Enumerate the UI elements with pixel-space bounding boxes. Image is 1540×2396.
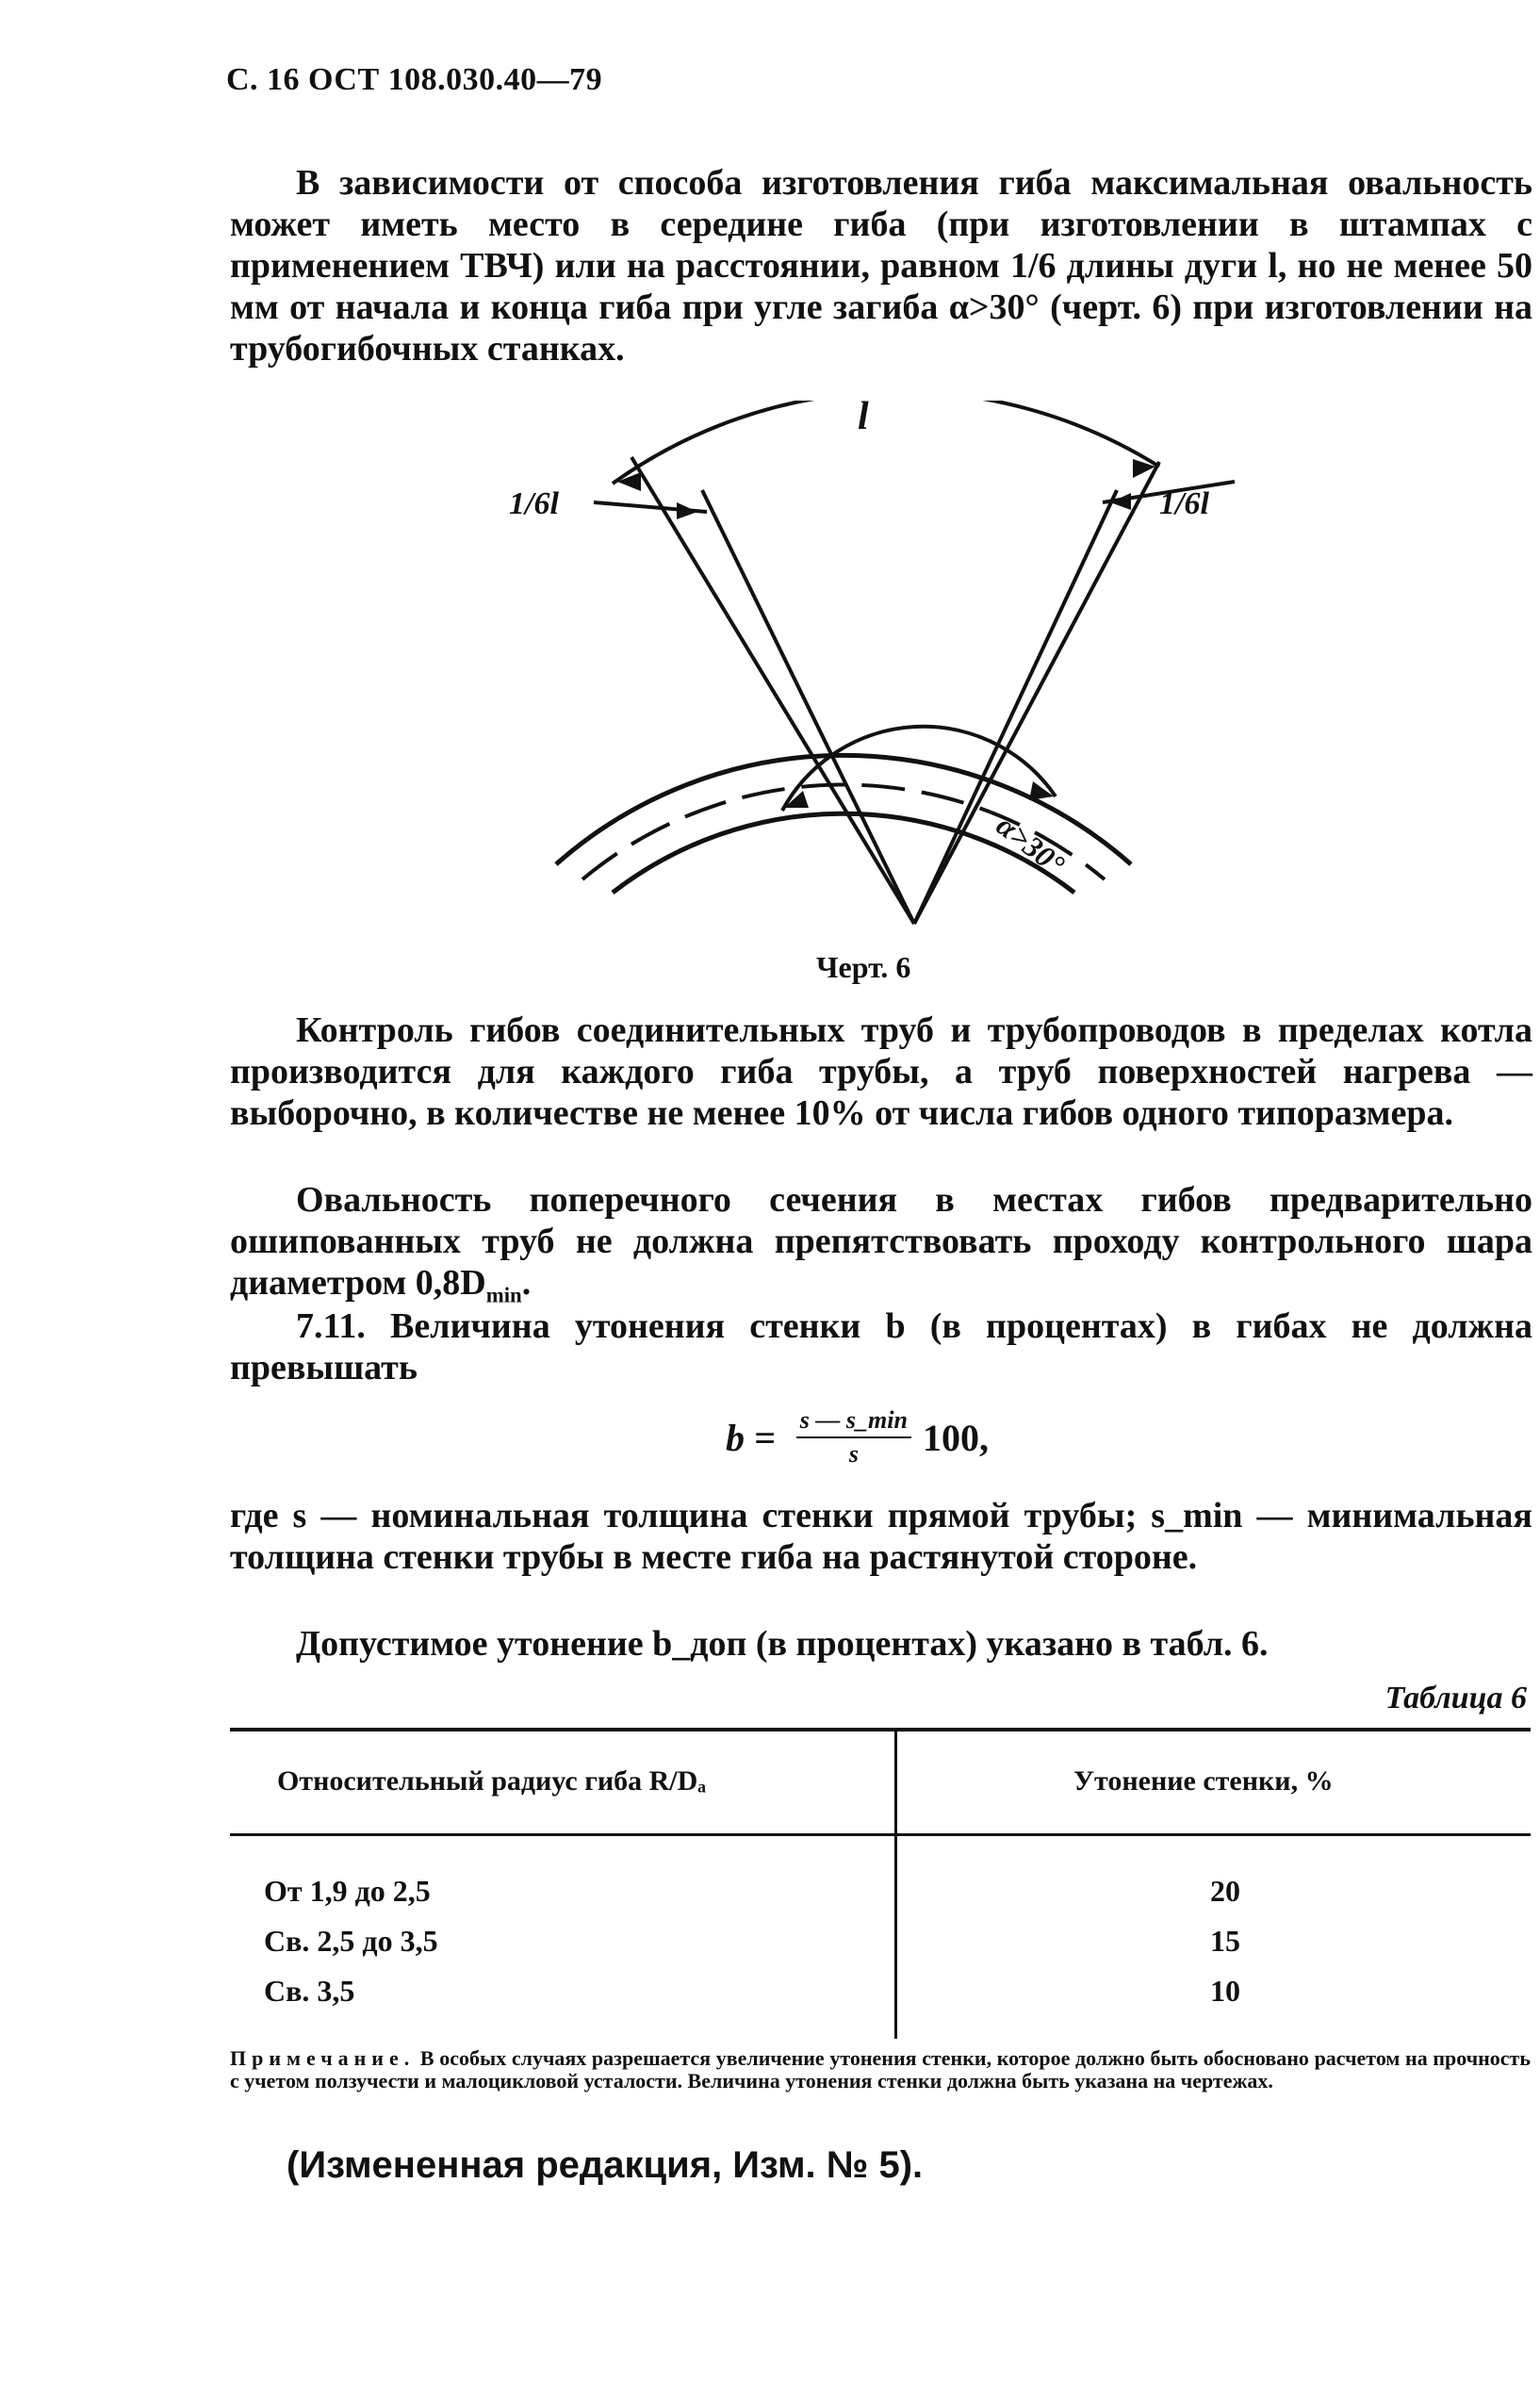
formula-tail: 100,: [922, 1416, 989, 1459]
note-text: В особых случаях разрешается увеличение утонения стенки, которое должно быть обосновано расчетом на прочность с учетом ползучести и малоцикловой усталости. Величина утонения стенки должна быть указана на чертежах.: [230, 2046, 1532, 2092]
figure-caption: Черт. 6: [816, 950, 911, 984]
label-left-sixth: 1/6l: [509, 486, 559, 521]
table-cell: От 1,9 до 2,5: [264, 1874, 431, 1908]
arrow-head: [677, 502, 697, 519]
radial-line-left-sixth: [702, 490, 914, 924]
note-lead: Примечание.: [230, 2046, 416, 2070]
table-cell: 10: [1210, 1974, 1240, 2008]
paragraph-text: В зависимости от способа изготовления гиба максимальная овальность может иметь место в середине гиба (при изготовлении в штампах с применением ТВЧ) или на расстоянии, равном 1/6 длины дуги l, но не менее 50 мм от начала и конца гиба при угле загиба α>30° (черт. 6) при изготовлении на трубогибочных станках.: [230, 163, 1532, 369]
paragraph-allowed-thinning: [230, 1623, 1532, 1665]
paragraph-where: [230, 1495, 1532, 1578]
paragraph-text: где s — номинальная толщина стенки прямой трубы; s_min — минимальная толщина стенки трубы в месте гиба на растянутой стороне.: [230, 1496, 1532, 1577]
label-arc-l: l: [858, 401, 869, 438]
paragraph-text: 7.11. Величина утонения стенки b (в процентах) в гибах не должна превышать: [230, 1306, 1532, 1387]
label-angle: α>30°: [990, 808, 1072, 882]
table-header-rule: [230, 1833, 1531, 1836]
table-label: Таблица 6: [1384, 1681, 1527, 1715]
formula-lhs: b =: [726, 1416, 776, 1459]
table-cell: Св. 2,5 до 3,5: [264, 1924, 438, 1958]
paragraph-ovality-location: [230, 162, 1532, 369]
paragraph-bend-control: [230, 1009, 1532, 1134]
table-note: [230, 2047, 1531, 2092]
arc-dimension-l: [613, 401, 1159, 484]
paragraph-text: Допустимое утонение b_доп (в процентах) указано в табл. 6.: [296, 1624, 1269, 1664]
arrow-head: [617, 472, 641, 491]
paragraph-text: Контроль гибов соединительных труб и трубопроводов в пределах котла производится для каждого гиба трубы, а труб поверхностей нагрева — выборочно, в количестве не менее 10% от числа гибов одного типоразмера.: [230, 1010, 1532, 1133]
formula-fraction: [796, 1406, 911, 1469]
header-wall-thinning: Утонение стенки, %: [1073, 1765, 1334, 1797]
edit-note: (Измененная редакция, Изм. № 5).: [287, 2144, 924, 2186]
bend-diagram: [500, 401, 1282, 943]
page-header: С. 16 ОСТ 108.030.40—79: [226, 62, 603, 97]
thinning-formula: [726, 1395, 989, 1480]
radial-lines: [631, 457, 1159, 924]
radial-line-right-sixth: [914, 490, 1117, 924]
table-6: [230, 1728, 1531, 2039]
header-relative-radius: Относительный радиус гиба R/Dₐ: [277, 1765, 707, 1797]
table-cell: 20: [1210, 1874, 1240, 1908]
paragraph-text: Овальность поперечного сечения в местах гибов предварительно ошипованных труб не должна препятствовать проходу контрольного шара диаметром 0,8D: [230, 1180, 1532, 1303]
formula-denominator: s: [848, 1440, 859, 1468]
paragraph-wall-thinning: [230, 1305, 1532, 1388]
table-cell: Св. 3,5: [264, 1974, 355, 2008]
paragraph-text-end: .: [521, 1263, 532, 1303]
table-top-rule: [230, 1728, 1531, 1731]
table-column-divider: [894, 1728, 897, 2039]
subscript-min: min: [485, 1283, 522, 1307]
formula-numerator: s — s_min: [799, 1406, 908, 1434]
table-cell: 15: [1210, 1924, 1240, 1958]
label-right-sixth: 1/6l: [1159, 486, 1209, 521]
paragraph-ovality-ball: [230, 1179, 1532, 1317]
